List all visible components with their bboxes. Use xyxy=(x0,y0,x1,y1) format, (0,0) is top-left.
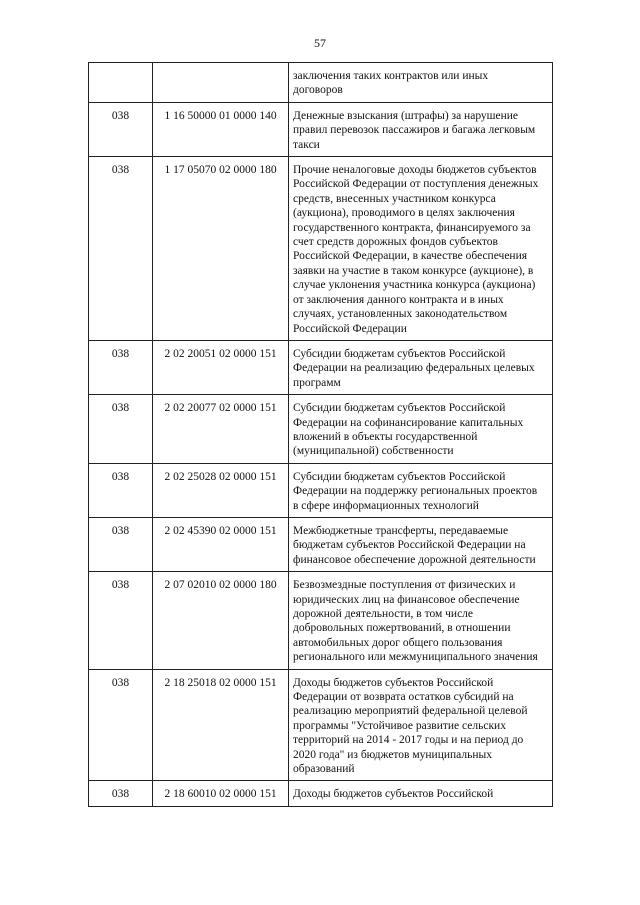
description-cell xyxy=(289,517,553,571)
admin-code-cell: 038 xyxy=(89,102,153,156)
budget-code-cell: 1 17 05070 02 0000 180 xyxy=(153,157,289,341)
admin-code-cell: 038 xyxy=(89,157,153,341)
table-row xyxy=(89,157,553,341)
budget-code-cell: 2 18 25018 02 0000 151 xyxy=(153,669,289,781)
description-cell xyxy=(289,463,553,517)
admin-code-cell: 038 xyxy=(89,572,153,669)
budget-code-cell: 2 07 02010 02 0000 180 xyxy=(153,572,289,669)
admin-code-cell: 038 xyxy=(89,395,153,464)
description-text: Доходы бюджетов субъектов Российской Федерации от возврата остатков субсидий на реализацию мероприятий федеральной целевой программы "Устойчивое развитие сельских территорий на 2014 - 2017 годы и на период до 2020 года" из бюджетов муниципальных образований xyxy=(293,676,528,776)
budget-code-cell: 2 02 45390 02 0000 151 xyxy=(153,517,289,571)
page-number: 57 xyxy=(314,36,326,50)
description-text: Денежные взыскания (штрафы) за нарушение правил перевозок пассажиров и багажа легковым такси xyxy=(293,109,536,151)
description-text: заключения таких контрактов или иных договоров xyxy=(293,70,489,97)
description-cell xyxy=(289,669,553,781)
description-text: Субсидии бюджетам субъектов Российской Федерации на поддержку региональных проектов в сфере информационных технологий xyxy=(293,470,538,512)
description-text: Субсидии бюджетам субъектов Российской Федерации на реализацию федеральных целевых программ xyxy=(293,347,535,389)
budget-code-cell: 2 02 25028 02 0000 151 xyxy=(153,463,289,517)
description-text: Межбюджетные трансферты, передаваемые бюджетам субъектов Российской Федерации на финансовое обеспечение дорожной деятельности xyxy=(293,524,536,566)
admin-code-cell: 038 xyxy=(89,463,153,517)
budget-code-cell: 1 16 50000 01 0000 140 xyxy=(153,102,289,156)
table-row xyxy=(89,63,553,103)
description-text: Доходы бюджетов субъектов Российской xyxy=(293,788,494,801)
table-row xyxy=(89,340,553,394)
description-cell xyxy=(289,781,553,806)
budget-code-cell xyxy=(153,63,289,103)
table-row xyxy=(89,517,553,571)
table-row xyxy=(89,572,553,669)
description-text: Субсидии бюджетам субъектов Российской Федерации на софинансирование капитальных вложений в объекты государственной (муниципальной) собственности xyxy=(293,402,524,458)
table-row xyxy=(89,781,553,806)
table-row xyxy=(89,669,553,781)
table-row xyxy=(89,463,553,517)
admin-code-cell: 038 xyxy=(89,781,153,806)
description-cell xyxy=(289,102,553,156)
description-cell xyxy=(289,340,553,394)
budget-code-cell: 2 02 20051 02 0000 151 xyxy=(153,340,289,394)
budget-codes-table xyxy=(88,62,553,807)
description-cell xyxy=(289,572,553,669)
description-text: Прочие неналоговые доходы бюджетов субъектов Российской Федерации от поступления денежных средств, внесенных участником конкурса (аукциона), проводимого в целях заключения государственного контракта, финансируемого за счет средств дорожных фондов субъектов Российской Федерации, в качестве обеспечения заявки на участие в таком конкурсе (аукционе), в случае уклонения участника конкурса (аукциона) от заключения данного контракта и в иных случаях, установленных законодательством Российской Федерации xyxy=(293,164,539,335)
table-row xyxy=(89,395,553,464)
admin-code-cell xyxy=(89,63,153,103)
description-text: Безвозмездные поступления от физических и юридических лиц на финансовое обеспечение дорожной деятельности, в том числе добровольных пожертвований, в отношении автомобильных дорог общего пользования регионального или межмуниципального значения xyxy=(293,579,538,664)
admin-code-cell: 038 xyxy=(89,517,153,571)
admin-code-cell: 038 xyxy=(89,340,153,394)
description-cell xyxy=(289,157,553,341)
budget-code-cell: 2 02 20077 02 0000 151 xyxy=(153,395,289,464)
table-row xyxy=(89,102,553,156)
description-cell xyxy=(289,395,553,464)
description-cell xyxy=(289,63,553,103)
admin-code-cell: 038 xyxy=(89,669,153,781)
budget-code-cell: 2 18 60010 02 0000 151 xyxy=(153,781,289,806)
